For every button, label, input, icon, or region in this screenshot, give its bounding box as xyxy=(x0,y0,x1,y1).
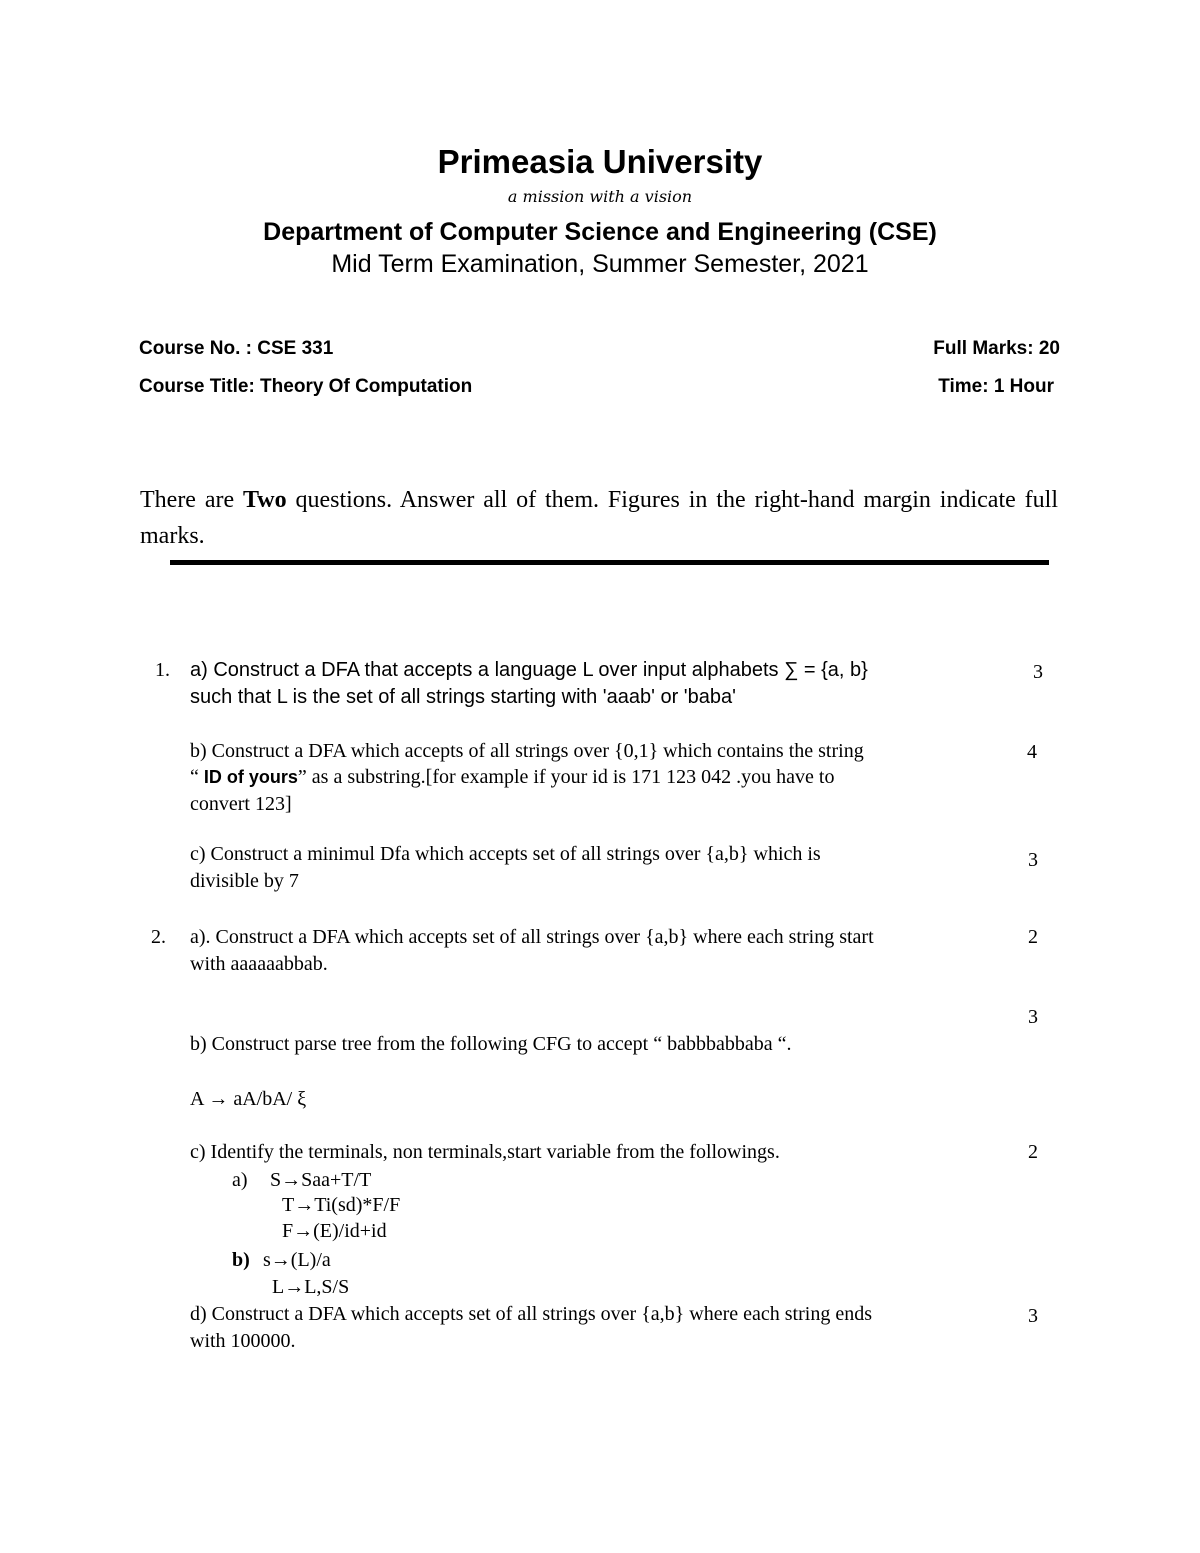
question-2d-marks: 3 xyxy=(1028,1305,1038,1327)
question-1c-marks: 3 xyxy=(1028,849,1038,871)
question-2c-a-rule-1: S→Saa+T/T xyxy=(270,1169,372,1191)
instructions-text-end: questions. Answer all of them. Figures in the right-hand margin indicate full marks. xyxy=(140,487,1058,549)
question-2b-grammar: A → aA/bA/ ξ xyxy=(190,1088,307,1110)
question-2c-a-label: a) xyxy=(232,1169,248,1191)
department-title: Department of Computer Science and Engineering (CSE) xyxy=(263,218,937,246)
question-2a-marks: 2 xyxy=(1028,926,1038,948)
question-1b-quote-open: “ xyxy=(190,766,204,788)
university-name: Primeasia University xyxy=(437,143,763,180)
question-1c-line-2: divisible by 7 xyxy=(190,870,299,892)
question-1a-line-2: such that L is the set of all strings starting with 'aaab' or 'baba' xyxy=(190,686,736,708)
course-title: Course Title: Theory Of Computation xyxy=(139,376,473,397)
question-2c-a-rule-3: F→(E)/id+id xyxy=(282,1220,387,1242)
question-2b-marks: 3 xyxy=(1028,1006,1038,1028)
instructions xyxy=(140,482,1058,554)
divider-rule xyxy=(170,560,1049,565)
question-2c-marks: 2 xyxy=(1028,1141,1038,1163)
question-1b-line-1: b) Construct a DFA which accepts of all strings over {0,1} which contains the string xyxy=(190,740,864,762)
exam-title: Mid Term Examination, Summer Semester, 2021 xyxy=(331,250,869,278)
question-2c-b-rule-2: L→L,S/S xyxy=(272,1276,350,1298)
instructions-text-start: There are xyxy=(140,487,244,513)
question-2d-line-1: d) Construct a DFA which accepts set of all strings over {a,b} where each string ends xyxy=(190,1303,872,1325)
full-marks: Full Marks: 20 xyxy=(933,338,1060,359)
university-motto: a mission with a vision xyxy=(507,187,693,206)
question-1b-line-2 xyxy=(190,766,834,789)
question-2-number: 2. xyxy=(151,926,166,948)
question-2a-line-2: with aaaaaabbab. xyxy=(190,953,328,975)
question-2c-b-label: b) xyxy=(232,1249,250,1271)
question-1a-line-1: a) Construct a DFA that accepts a language L over input alphabets ∑ = {a, b} xyxy=(190,659,868,681)
question-2c-a-rule-2: T→Ti(sd)*F/F xyxy=(282,1194,401,1216)
question-1c-line-1: c) Construct a minimul Dfa which accepts set of all strings over {a,b} which is xyxy=(190,843,821,865)
question-1b-line-3: convert 123] xyxy=(190,793,292,815)
question-2a-line-1: a). Construct a DFA which accepts set of all strings over {a,b} where each string start xyxy=(190,926,874,948)
exam-time: Time: 1 Hour xyxy=(938,376,1054,397)
question-2c-line-1: c) Identify the terminals, non terminals,start variable from the followings. xyxy=(190,1141,780,1163)
question-2d-line-2: with 100000. xyxy=(190,1330,296,1352)
question-1b-id-bold: ID of yours xyxy=(203,767,298,787)
question-1b-marks: 4 xyxy=(1027,741,1037,763)
question-2c-b-rule-1: s→(L)/a xyxy=(263,1249,331,1271)
question-1-number: 1. xyxy=(155,659,170,681)
question-2b-line-1: b) Construct parse tree from the following CFG to accept “ babbbabbaba “. xyxy=(190,1033,792,1055)
question-1a-marks: 3 xyxy=(1033,661,1043,683)
instructions-bold: Two xyxy=(243,487,287,513)
question-1b-line-2-rest: ” as a substring.[for example if your id is 171 123 042 .you have to xyxy=(297,766,835,788)
course-number: Course No. : CSE 331 xyxy=(139,338,334,359)
